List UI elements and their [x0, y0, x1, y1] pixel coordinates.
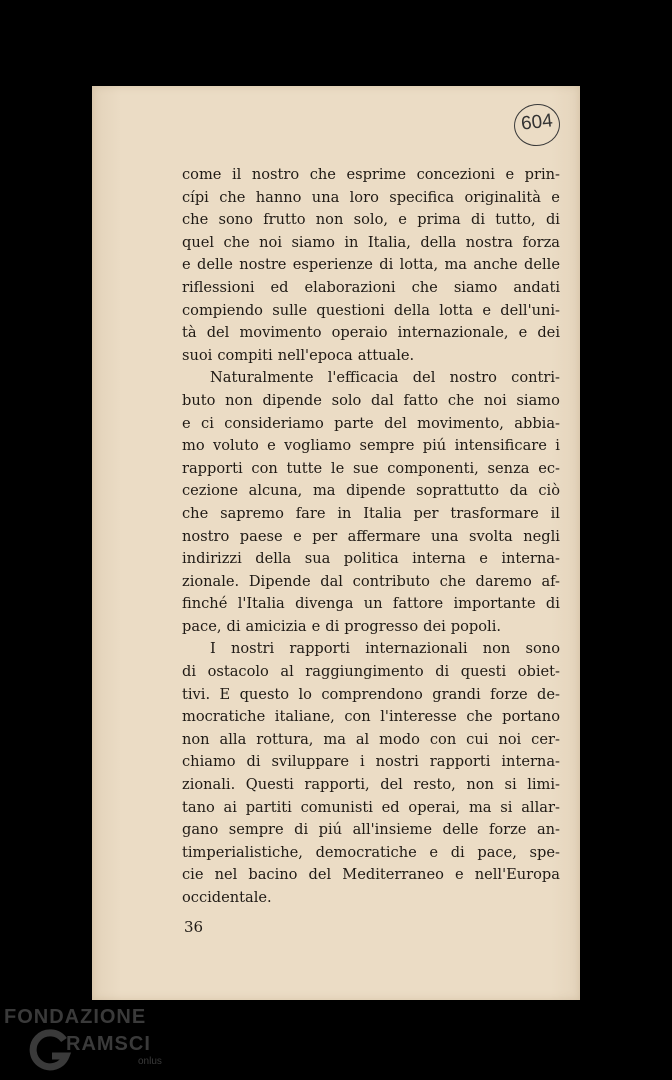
text-line: buto non dipende solo dal fatto che noi siamo — [182, 391, 560, 409]
text-line: riflessioni ed elaborazioni che siamo andati — [182, 278, 560, 296]
text-line: che sapremo fare in Italia per trasformare il — [182, 504, 560, 522]
text-line: tivi. E questo lo comprendono grandi forze de- — [182, 685, 560, 703]
text-line: indirizzi della sua politica interna e interna- — [182, 550, 560, 568]
text-line: timperialistiche, democratiche e di pace, spe- — [182, 843, 560, 861]
text-line: mo voluto e vogliamo sempre piú intensificare i — [182, 437, 560, 455]
text-line: come il nostro che esprime concezioni e prin- — [182, 166, 560, 183]
archive-number: 604 — [520, 110, 554, 135]
logo-line-2: RAMSCI — [66, 1033, 151, 1055]
text-line: zionale. Dipende dal contributo che daremo af- — [182, 572, 560, 590]
body-text — [182, 164, 560, 910]
text-line: gano sempre di piú all'insieme delle forze an- — [182, 821, 560, 839]
logo-line-1: FONDAZIONE — [4, 1006, 147, 1028]
text-line: cie nel bacino del Mediterraneo e nell'Europa — [182, 866, 560, 884]
page-number: 36 — [184, 918, 204, 936]
text-line: suoi compiti nell'epoca attuale. — [182, 346, 415, 364]
text-line: tà del movimento operaio internazionale, e dei — [182, 324, 560, 342]
text-line: che sono frutto non solo, e prima di tutto, di — [182, 211, 560, 229]
text-line: quel che noi siamo in Italia, della nostra forza — [182, 233, 560, 251]
text-line: pace, di amicizia e di progresso dei popoli. — [182, 617, 501, 635]
text-line: non alla rottura, ma al modo con cui noi cer- — [182, 730, 560, 748]
text-line: di ostacolo al raggiungimento di questi obiet- — [182, 663, 560, 681]
text-line: cezione alcuna, ma dipende soprattutto da ciò — [182, 482, 560, 500]
text-line: e delle nostre esperienze di lotta, ma anche delle — [182, 256, 560, 274]
text-line: zionali. Questi rapporti, del resto, non si limi- — [182, 776, 560, 794]
fondazione-gramsci-logo — [4, 1006, 174, 1076]
text-line: Naturalmente l'efficacia del nostro contri- — [210, 369, 560, 387]
logo-suffix: onlus — [138, 1056, 162, 1067]
text-line: occidentale. — [182, 889, 272, 906]
text-line: cípi che hanno una loro specifica originalità e — [182, 188, 560, 206]
text-line: mocratiche italiane, con l'interesse che portano — [182, 708, 560, 726]
text-line: e ci consideriamo parte del movimento, abbia- — [182, 414, 560, 432]
archive-stamp — [512, 102, 562, 148]
text-line: finché l'Italia divenga un fattore importante di — [182, 595, 560, 613]
text-line: rapporti con tutte le sue componenti, senza ec- — [182, 459, 560, 477]
text-line: chiamo di sviluppare i nostri rapporti interna- — [182, 753, 560, 771]
book-page — [92, 86, 580, 1000]
text-line: compiendo sulle questioni della lotta e dell'uni- — [182, 301, 560, 319]
text-line: I nostri rapporti internazionali non sono — [210, 640, 560, 658]
text-line: nostro paese e per affermare una svolta negli — [182, 527, 560, 545]
text-line: tano ai partiti comunisti ed operai, ma si allar- — [182, 798, 560, 816]
